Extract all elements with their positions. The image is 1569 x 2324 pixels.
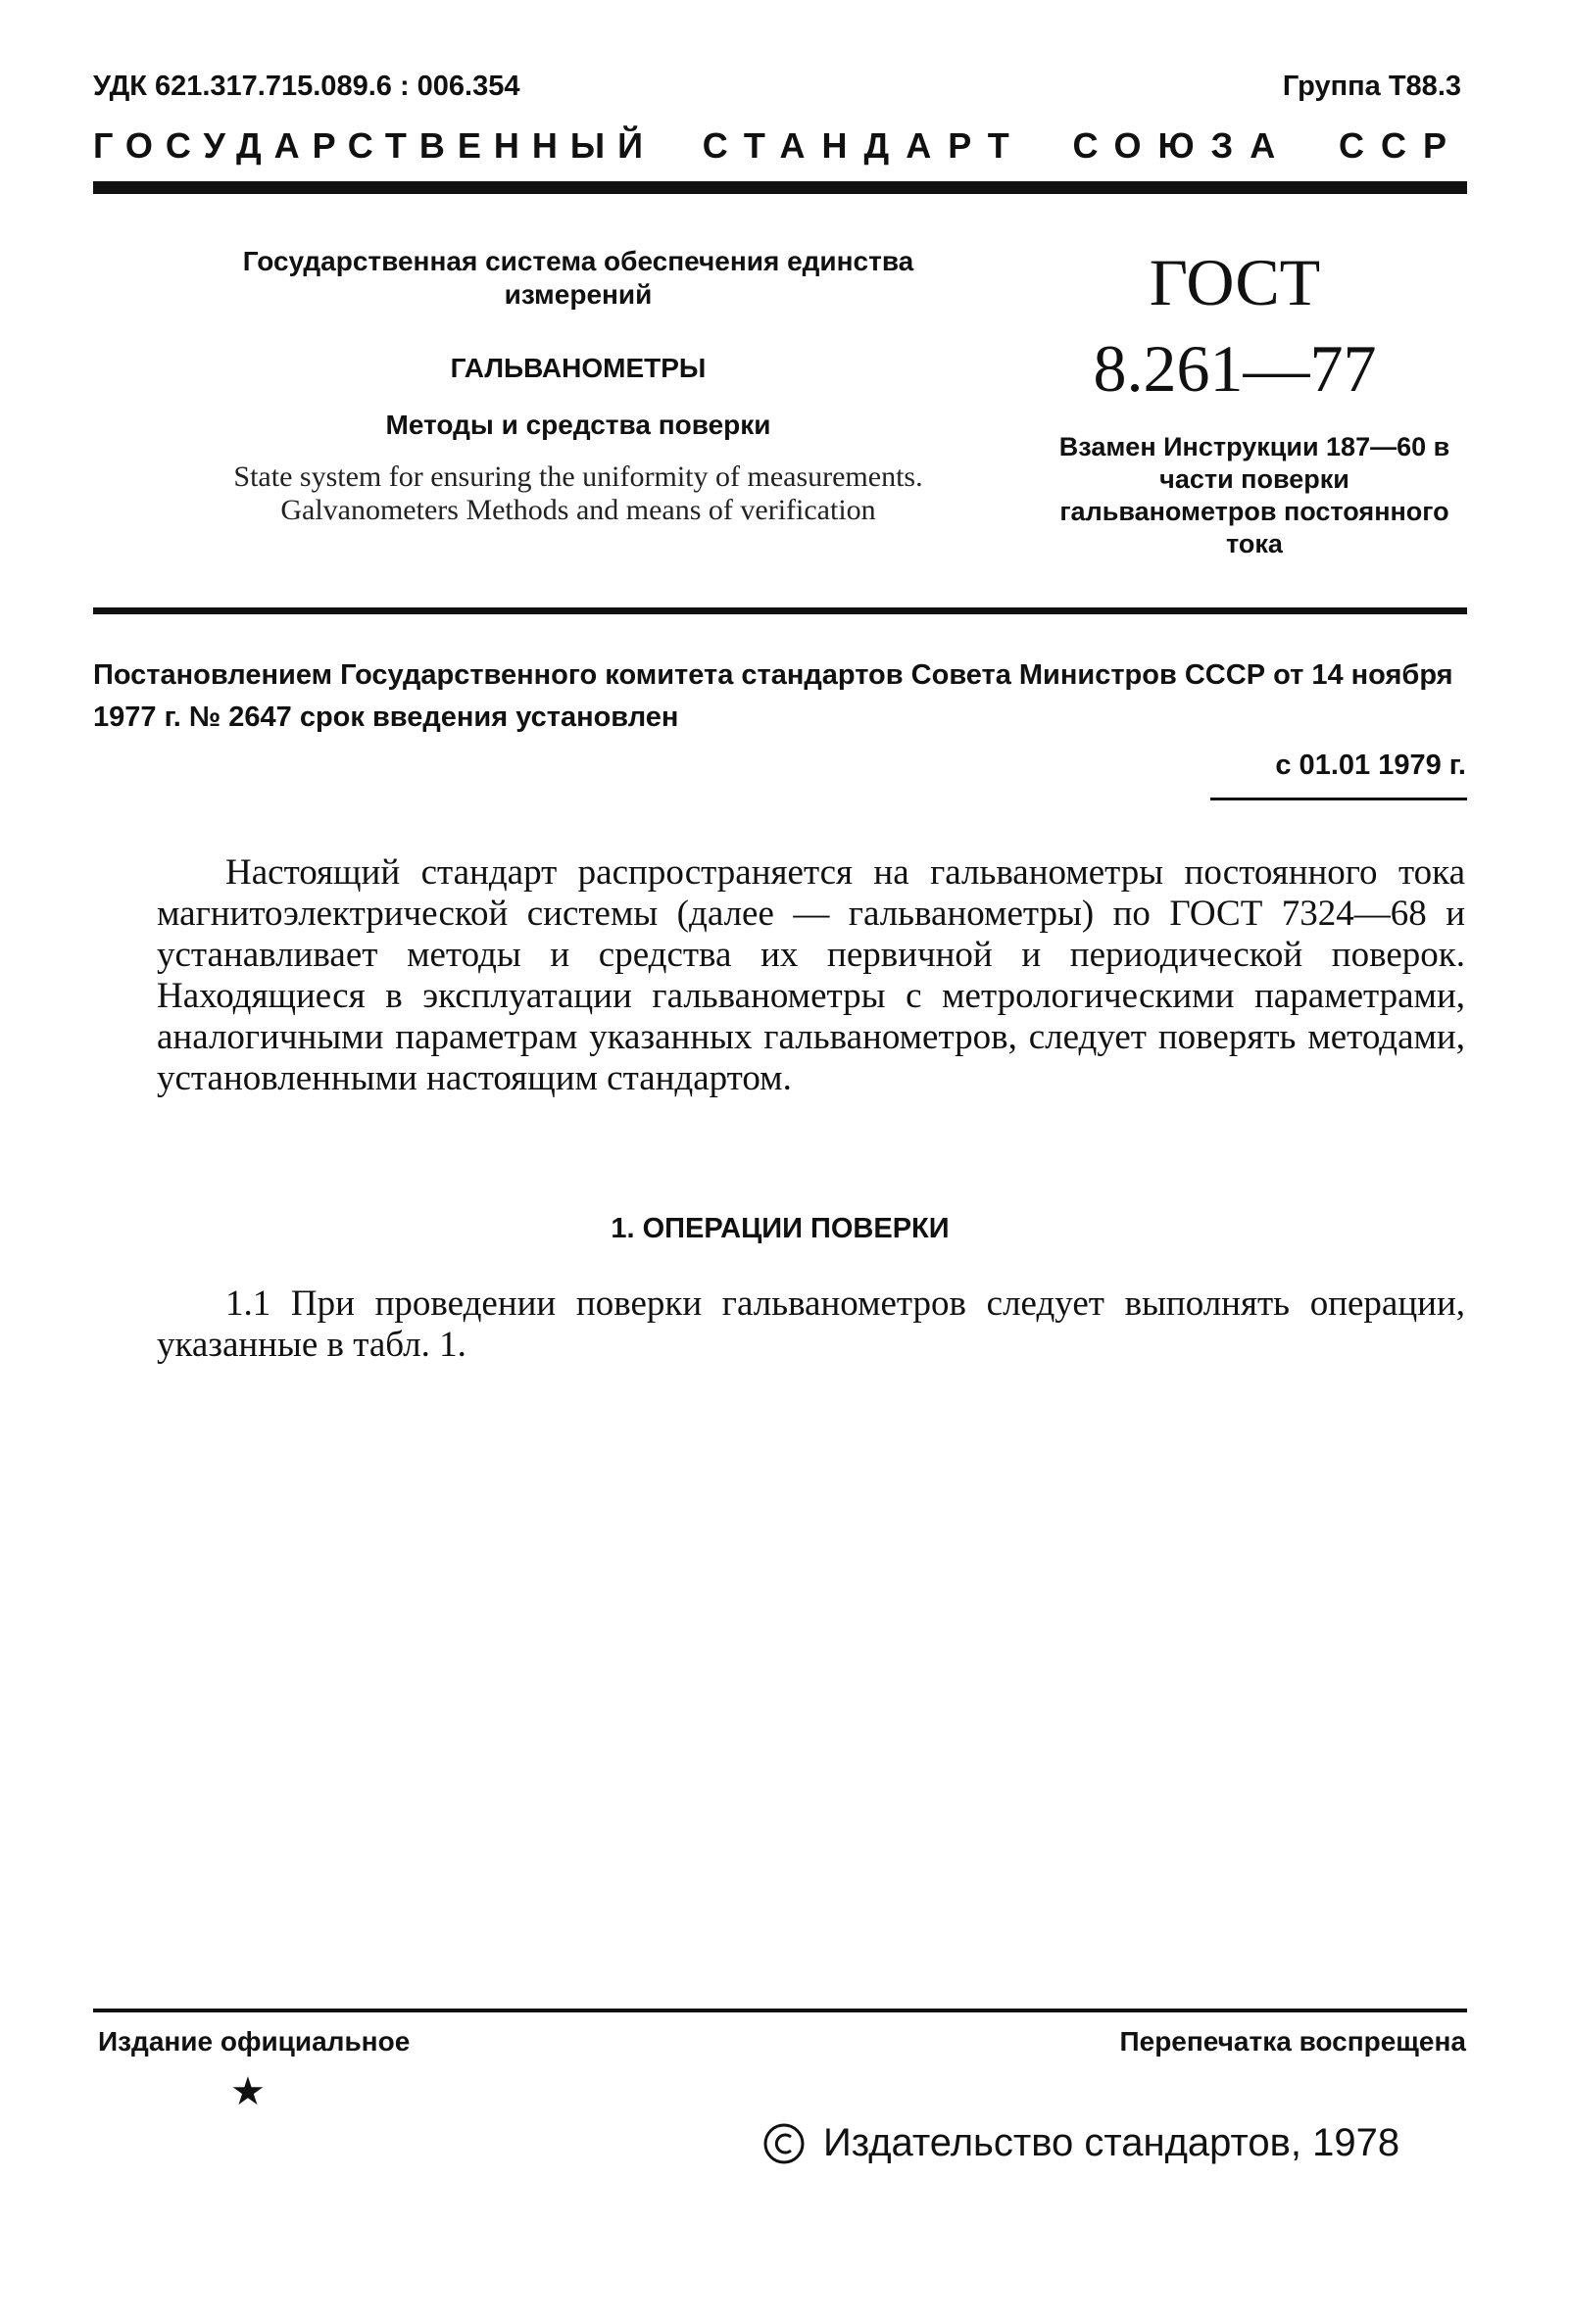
gost-label: ГОСТ — [1149, 245, 1321, 319]
intro-paragraph: Настоящий стандарт распространяется на гальванометры постоянного тока магнитоэлектрической системы (далее — гальванометры) по ГОСТ 7324—68 и устанавливает методы и средства их первичной и периодической поверок. Находящиеся в эксплуатации гальванометры с метрологическими параметрами, аналогичными параметрам указанных гальванометров, следует поверять методами, установленными настоящим стандартом. — [157, 852, 1465, 1098]
official-edition: Издание официальное — [98, 2026, 411, 2057]
document-subtitle: Методы и средства поверки — [385, 410, 771, 440]
heading-word: СТАНДАРТ — [702, 125, 1026, 166]
heading-word: ССР — [1338, 125, 1463, 166]
gost-number: 8.261—77 — [1093, 331, 1377, 406]
replaces-note: Взамен Инструкции 187—60 в части поверки гальванометров постоянного тока — [1058, 432, 1450, 558]
section-title: 1. ОПЕРАЦИИ ПОВЕРКИ — [611, 1213, 950, 1244]
state-standard-heading — [93, 125, 1463, 167]
middle-rule — [93, 607, 1467, 614]
decree-text: Постановлением Государственного комитета стандартов Совета Министров СССР от 14 ноября 1977 г. № 2647 срок введения установлен — [93, 659, 1453, 733]
udk-code: УДК 621.317.715.089.6 : 006.354 — [93, 71, 520, 102]
publisher-line — [762, 2121, 1399, 2165]
effective-date: с 01.01 1979 г. — [1275, 750, 1466, 781]
effective-date-underline — [1210, 798, 1467, 800]
document-name: ГАЛЬВАНОМЕТРЫ — [450, 353, 707, 383]
heading-word: ГОСУДАРСТВЕННЫЙ — [93, 125, 657, 166]
reprint-prohibited: Перепечатка воспрещена — [1119, 2026, 1466, 2057]
system-title: Государственная система обеспечения единства измерений — [242, 246, 914, 310]
footer-rule — [93, 2009, 1467, 2012]
top-rule — [93, 181, 1467, 194]
copyright-icon — [762, 2122, 806, 2165]
clause-1-1: 1.1 При проведении поверки гальванометров следует выполнять операции, указанные в табл. 1. — [157, 1283, 1465, 1365]
star-icon: ★ — [230, 2070, 266, 2113]
english-title: State system for ensuring the uniformity of measurements. Galvanometers Methods and means of verification — [233, 460, 923, 526]
publisher-text: Издательство стандартов, 1978 — [823, 2121, 1400, 2164]
classification-group: Группа Т88.3 — [1282, 71, 1461, 102]
heading-word: СОЮЗА — [1072, 125, 1293, 166]
